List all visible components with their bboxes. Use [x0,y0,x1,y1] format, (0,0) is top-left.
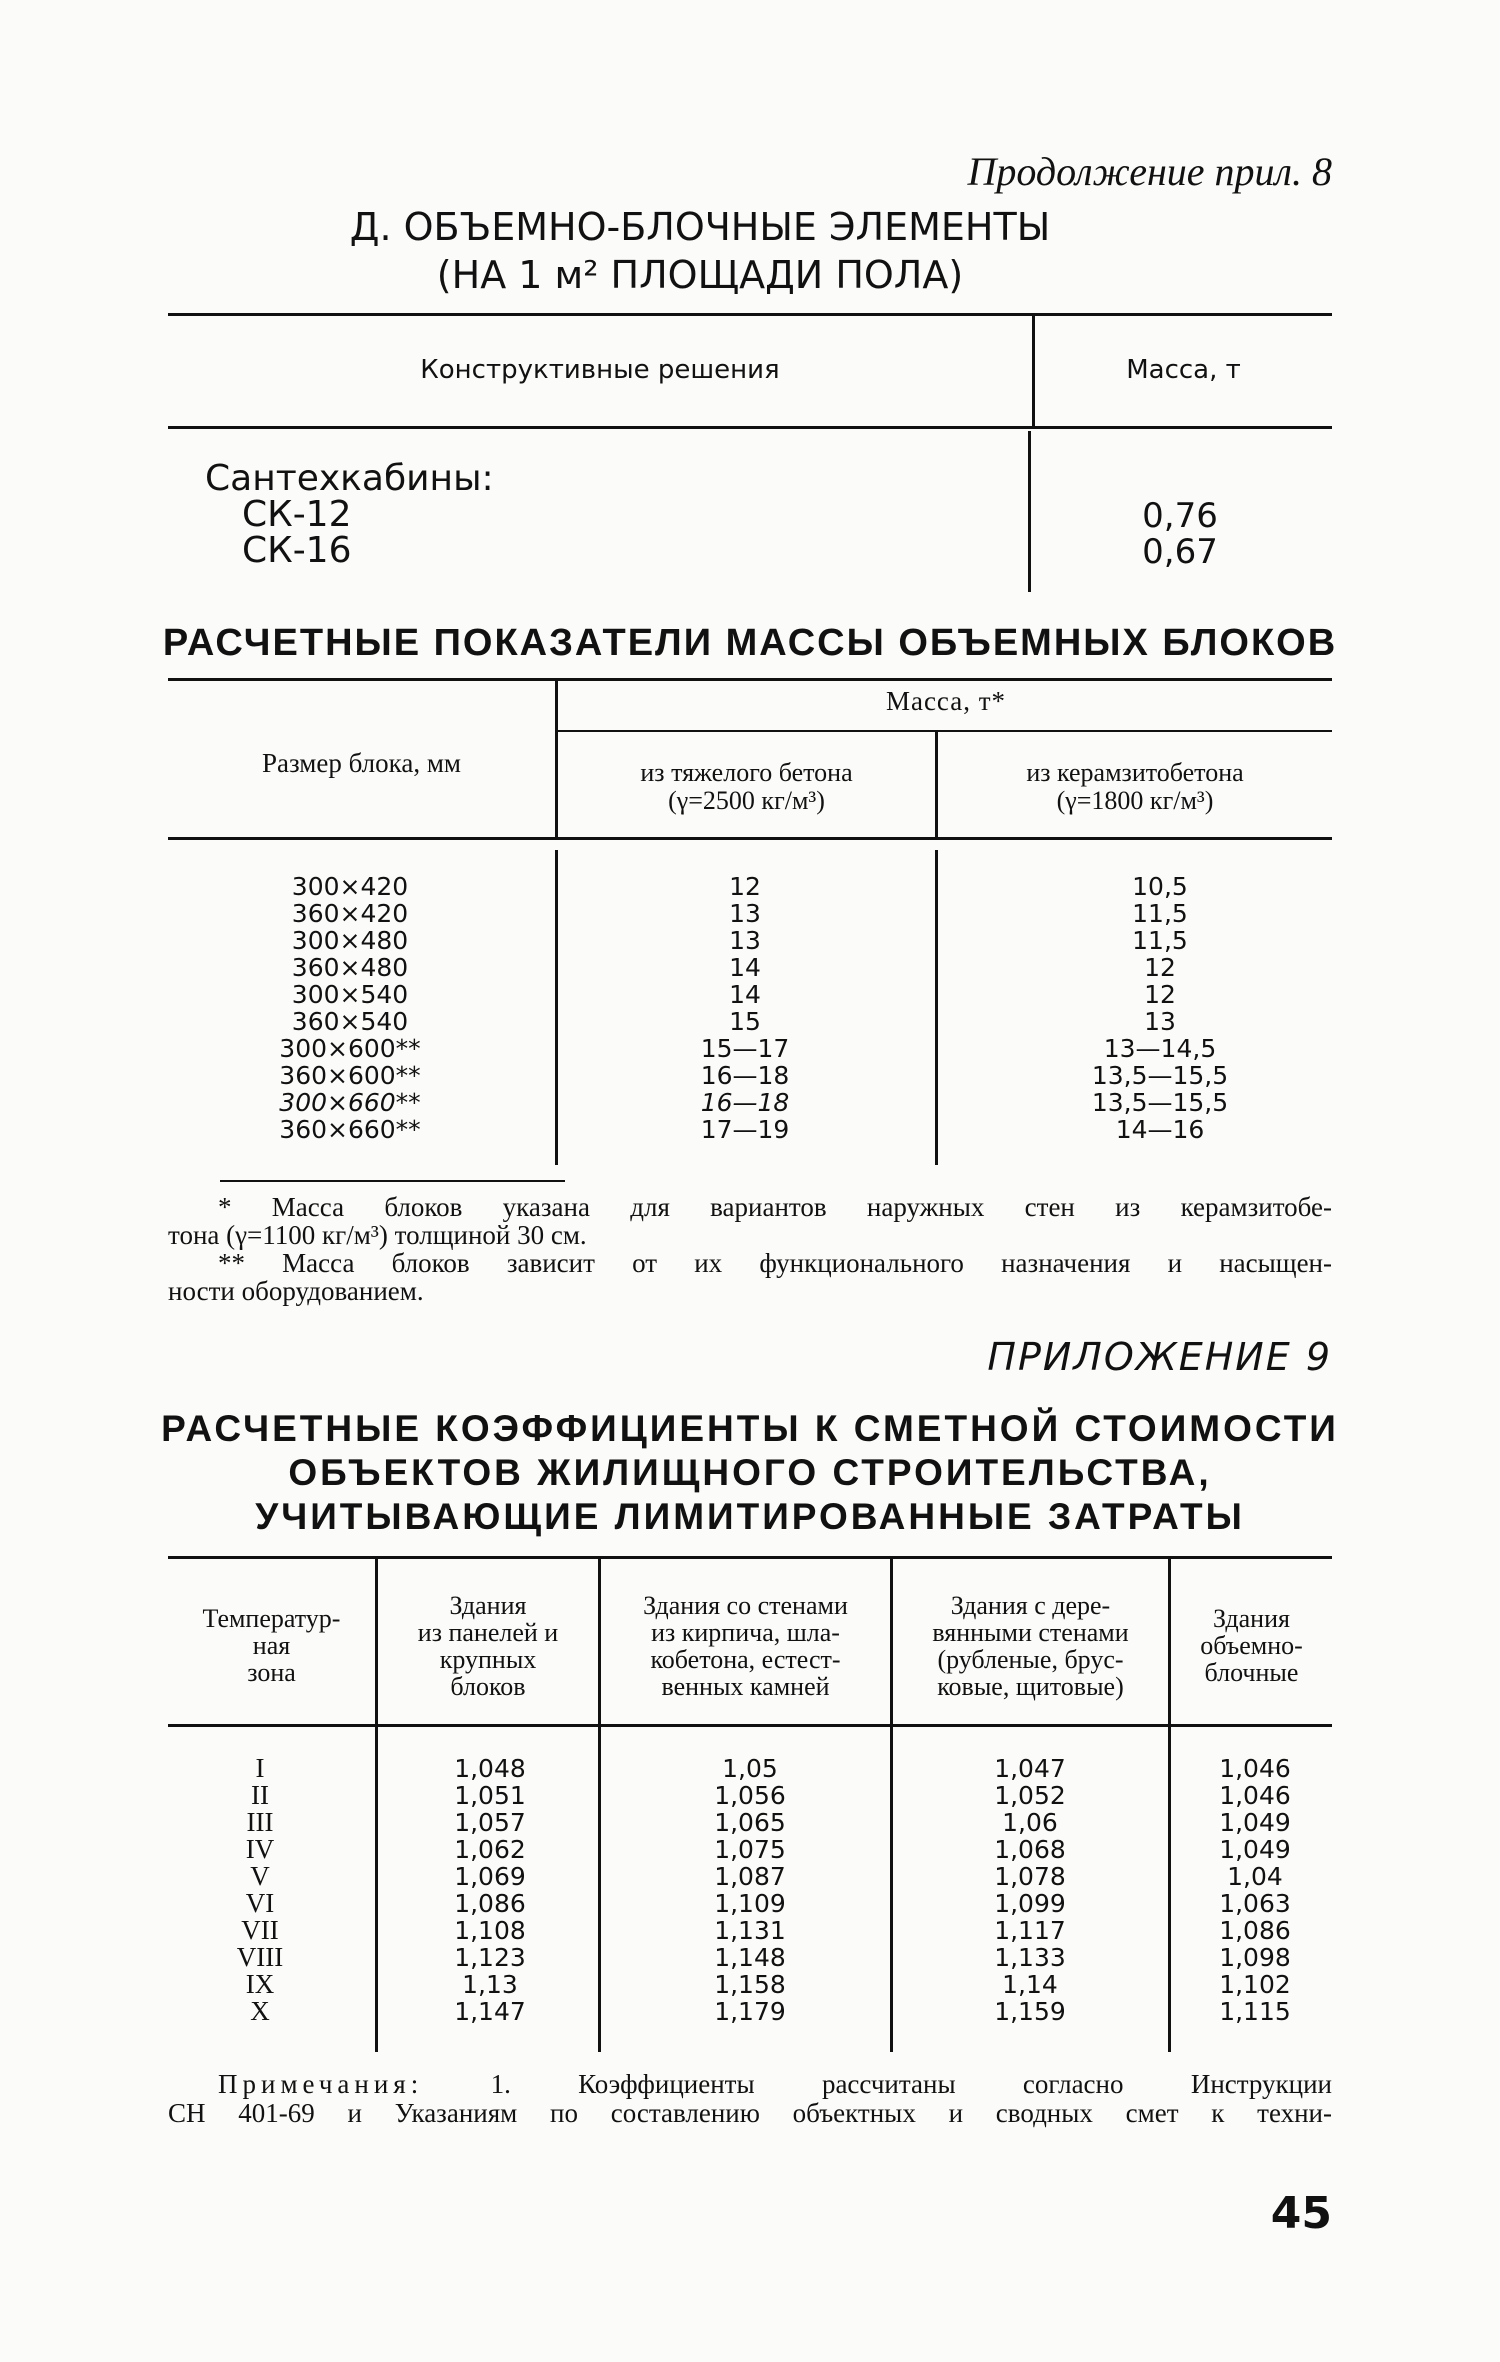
brick-cell: 1,179 [714,1997,786,2026]
notes-line-1 [168,2070,1332,2099]
panels-cell: 1,086 [454,1889,526,1918]
size-cell: 360×660** [279,1115,421,1144]
keram-cell: 13,5—15,5 [1091,1061,1229,1090]
wood-cell: 1,068 [994,1835,1066,1864]
zone-cell: V [250,1861,270,1891]
sub-keram-1: из керамзитобетона [1026,758,1244,787]
size-cell: 300×540 [291,980,409,1009]
zone-cell: VI [245,1888,275,1918]
header-line: Здания с дере- [950,1591,1111,1620]
header-line: Здания [449,1591,527,1620]
heavy-cell: 14 [729,953,761,982]
page-number: 45 [1270,2188,1332,2239]
header-zone [168,1605,375,1686]
brick-cell: 1,065 [714,1808,786,1837]
brick-cell: 1,087 [714,1862,786,1891]
brick-cell: 1,05 [722,1754,778,1783]
zone-cell: VII [241,1915,279,1945]
brick-cell: 1,109 [714,1889,786,1918]
panels-cell: 1,147 [454,1997,526,2026]
volume-cell: 1,115 [1219,1997,1291,2026]
table-rule [168,1724,1332,1727]
header-line: вянными стенами [932,1618,1129,1647]
header-volume [1171,1605,1332,1686]
zone-column [210,1755,310,2025]
heavy-column [650,873,840,1143]
header-panels [378,1592,598,1700]
row-name: СК-12 [242,494,352,535]
header-line: венных камней [661,1672,830,1701]
header-line: из кирпича, шла- [651,1618,840,1647]
appendix-label: ПРИЛОЖЕНИЕ 9 [987,1335,1332,1379]
header-mass: Масса, т* [885,686,1007,716]
panels-column [420,1755,560,2025]
footnotes [168,1193,1332,1305]
table-rule [555,850,558,1165]
heavy-cell: 17—19 [700,1115,790,1144]
footnote-2-line-1: ** Масса блоков зависит от их функционального назначения и насыщен- [218,1248,1332,1278]
panels-cell: 1,108 [454,1916,526,1945]
brick-cell: 1,075 [714,1835,786,1864]
wood-cell: 1,099 [994,1889,1066,1918]
row-name: СК-16 [242,530,352,571]
heavy-cell: 13 [729,926,761,955]
keram-cell: 13,5—15,5 [1091,1088,1229,1117]
size-cell: 360×540 [291,1007,409,1036]
keram-cell: 11,5 [1132,899,1188,928]
notes-label: Примечания: [218,2069,424,2099]
zone-cell: IV [245,1834,275,1864]
sub-keram-2: (γ=1800 кг/м³) [1056,786,1214,815]
keram-cell: 13 [1144,1007,1176,1036]
header-line: ная [252,1631,291,1660]
table-rule [1168,1727,1171,2052]
keram-cell: 12 [1144,953,1176,982]
table-rule [168,1556,1332,1559]
size-cell: 300×600** [279,1034,421,1063]
appendix-title-2: ОБЪЕКТОВ ЖИЛИЩНОГО СТРОИТЕЛЬСТВА, [288,1452,1212,1493]
notes [168,2070,1332,2128]
continuation-label: Продолжение прил. 8 [967,149,1332,194]
heavy-cell: 12 [729,872,761,901]
keram-cell: 12 [1144,980,1176,1009]
panels-cell: 1,123 [454,1943,526,1972]
volume-cell: 1,049 [1219,1835,1291,1864]
table-rule [375,1727,378,2052]
brick-cell: 1,148 [714,1943,786,1972]
table-rule [935,850,938,1165]
panels-cell: 1,13 [462,1970,518,1999]
header-line: объемно- [1200,1631,1303,1660]
size-cell: 300×420 [291,872,409,901]
zone-cell: IX [245,1969,275,1999]
volume-cell: 1,049 [1219,1808,1291,1837]
footnote-1-line-1: * Масса блоков указана для вариантов наружных стен из керамзитобе- [218,1192,1332,1222]
notes-line-2: СН 401-69 и Указаниям по составлению объектных и сводных смет к техни- [168,2098,1332,2128]
header-line: ковые, щитовые) [937,1672,1124,1701]
volume-cell: 1,063 [1219,1889,1291,1918]
panels-cell: 1,057 [454,1808,526,1837]
size-cell: 360×480 [291,953,409,982]
zone-cell: VIII [236,1942,284,1972]
volume-cell: 1,086 [1219,1916,1291,1945]
size-cell: 360×600** [279,1061,421,1090]
size-cell: 300×480 [291,926,409,955]
header-line: Здания со стенами [643,1591,848,1620]
panels-cell: 1,048 [454,1754,526,1783]
heavy-cell: 15—17 [700,1034,790,1063]
panels-cell: 1,069 [454,1862,526,1891]
col-header-mass: Масса, т [1126,355,1241,385]
wood-cell: 1,117 [994,1916,1066,1945]
table-rule [168,837,1332,840]
size-cell: 300×660** [279,1088,421,1117]
header-line: (рубленые, брус- [937,1645,1124,1674]
header-line: блоков [450,1672,526,1701]
table-rule [558,730,1332,732]
header-line: Температур- [202,1604,341,1633]
sub-heavy-1: из тяжелого бетона [640,758,853,787]
header-brick [601,1592,890,1700]
header-line: Здания [1213,1604,1290,1633]
volume-column [1190,1755,1320,2025]
brick-column [680,1755,820,2025]
header-wood [893,1592,1168,1700]
mass-table-title: РАСЧЕТНЫЕ ПОКАЗАТЕЛИ МАССЫ ОБЪЕМНЫХ БЛОКОВ [162,622,1338,664]
zone-cell: I [255,1753,265,1783]
header-line: блочные [1204,1658,1299,1687]
table-rule [168,678,1332,681]
table-rule [168,426,1332,429]
header-line: кобетона, естест- [650,1645,841,1674]
panels-cell: 1,062 [454,1835,526,1864]
table-rule [1028,431,1031,592]
keram-cell: 14—16 [1115,1115,1205,1144]
zone-cell: II [251,1780,269,1810]
section-d-title-1: Д. ОБЪЕМНО-БЛОЧНЫЕ ЭЛЕМЕНТЫ [349,205,1051,249]
wood-cell: 1,06 [1002,1808,1058,1837]
keram-cell: 13—14,5 [1103,1034,1217,1063]
wood-cell: 1,133 [994,1943,1066,1972]
brick-cell: 1,158 [714,1970,786,1999]
volume-cell: 1,102 [1219,1970,1291,1999]
volume-cell: 1,04 [1227,1862,1283,1891]
heavy-cell: 13 [729,899,761,928]
size-cell: 360×420 [291,899,409,928]
keram-cell: 11,5 [1132,926,1188,955]
group-label: Сантехкабины: [205,458,494,499]
table-rule [890,1727,893,2052]
row-mass: 0,67 [1142,532,1218,572]
header-line: из панелей и [417,1618,559,1647]
footnote-2-line-2: ности оборудованием. [168,1276,424,1306]
wood-cell: 1,159 [994,1997,1066,2026]
keram-cell: 10,5 [1132,872,1188,901]
wood-cell: 1,078 [994,1862,1066,1891]
heavy-cell: 16—18 [700,1088,790,1117]
brick-cell: 1,056 [714,1781,786,1810]
volume-cell: 1,046 [1219,1754,1291,1783]
zone-cell: III [246,1807,274,1837]
header-size: Размер блока, мм [261,748,461,778]
header-line: зона [247,1658,296,1687]
size-column [250,873,450,1143]
wood-cell: 1,14 [1002,1970,1058,1999]
brick-cell: 1,131 [714,1916,786,1945]
keram-column [1040,873,1280,1143]
volume-cell: 1,046 [1219,1781,1291,1810]
appendix-title-3: УЧИТЫВАЮЩИЕ ЛИМИТИРОВАННЫЕ ЗАТРАТЫ [255,1496,1245,1537]
footnote-rule [220,1180,565,1182]
row-mass: 0,76 [1142,496,1218,536]
appendix-title-1: РАСЧЕТНЫЕ КОЭФФИЦИЕНТЫ К СМЕТНОЙ СТОИМОСТИ [161,1408,1339,1449]
heavy-cell: 14 [729,980,761,1009]
sub-heavy-2: (γ=2500 кг/м³) [668,786,825,815]
col-header-construction: Конструктивные решения [420,355,780,385]
wood-column [960,1755,1100,2025]
heavy-cell: 16—18 [700,1061,790,1090]
panels-cell: 1,051 [454,1781,526,1810]
table-rule [168,313,1332,316]
notes-text-1: 1. Коэффициенты рассчитаны согласно Инструкции [490,2069,1332,2099]
wood-cell: 1,052 [994,1781,1066,1810]
wood-cell: 1,047 [994,1754,1066,1783]
section-d-title-2: (НА 1 м² ПЛОЩАДИ ПОЛА) [436,253,964,297]
header-line: крупных [439,1645,537,1674]
zone-cell: X [250,1996,270,2026]
table-rule [598,1727,601,2052]
heavy-cell: 15 [729,1007,761,1036]
footnote-1-line-2: тона (γ=1100 кг/м³) толщиной 30 см. [168,1220,587,1250]
volume-cell: 1,098 [1219,1943,1291,1972]
